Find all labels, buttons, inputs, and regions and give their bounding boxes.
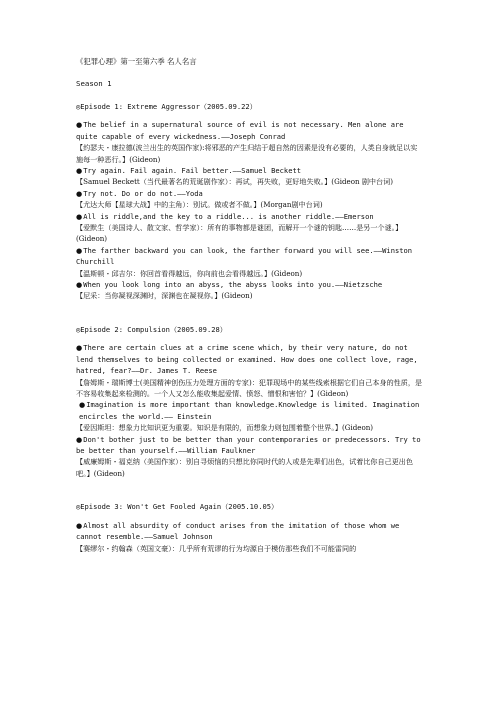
quote-text: ●Imagination is more important than knowledge.Knowledge is limited. Imagination encircles the world.—— Einstein bbox=[79, 400, 420, 421]
quote-translation: 【Samuel Beckett（当代最著名的荒诞剧作家）：再试，再失败，更好地失败。】(Gideon 剧中台词) bbox=[76, 177, 393, 187]
bullet-icon: ● bbox=[76, 520, 83, 530]
bullet-icon: ● bbox=[76, 211, 83, 221]
quote-text: ●Try not. Do or do not.——Yoda bbox=[76, 188, 203, 198]
episode-heading: ◎Episode 1: Extreme Aggressor（2005.09.22） bbox=[76, 101, 257, 111]
episode-section bbox=[76, 324, 424, 479]
quote-translation: 【温斯顿・邱吉尔：你回首看得越远，你向前也会看得越远。】(Gideon) bbox=[76, 268, 303, 278]
quote-translation: 【尼采：当你凝视深渊时，深渊也在凝视你。】(Gideon) bbox=[76, 291, 253, 301]
quote-text: ●Almost all absurdity of conduct arises from the imitation of those whom we cannot resemble.——Samuel Johnson bbox=[76, 520, 400, 542]
bullet-icon: ● bbox=[76, 343, 83, 353]
quote-translation: 【約瑟夫・康拉德(波兰出生的英国作家):将邪恶的产生归结于超自然的因素是没有必要的，人类自身就足以实施每一种恶行。】(Gideon) bbox=[76, 143, 418, 164]
bullet-icon: ● bbox=[76, 434, 83, 444]
bullet-icon: ● bbox=[76, 245, 83, 255]
quote-text: ●When you look long into an abyss, the abyss looks into you.——Nietzsche bbox=[76, 280, 383, 289]
quote-text: ●All is riddle,and the key to a riddle... is another riddle.——Emerson bbox=[76, 211, 374, 221]
quote-text: ●There are certain clues at a crime scene which, by their very nature, do not lend themselves to being collected or examined. How does one collect love, rage, hatred, fear?——Dr. James T. Reese bbox=[76, 343, 418, 376]
episode-section bbox=[76, 501, 424, 554]
quote-text: ●The belief in a supernatural source of evil is not necessary. Men alone are quite capable of every wickedness.——Joseph Conrad bbox=[76, 120, 404, 141]
season-label: Season 1 bbox=[76, 79, 112, 89]
quote-translation: 【威廉姆斯・福克纳（美国作家）：别自寻烦恼的只想比你同时代的人或是先辈们出色，试着比你自己更出色吧。】(Gideon) bbox=[76, 457, 413, 478]
quote-translation: 【尤达大师【星球大战】中的主角）：别试。做或者不做。】(Morgan剧中台词) bbox=[76, 200, 323, 210]
document-page bbox=[76, 56, 424, 554]
episode-section bbox=[76, 101, 424, 302]
document-title: 《犯罪心理》第一至第六季 名人名言 bbox=[76, 57, 197, 66]
bullet-icon: ● bbox=[76, 280, 83, 289]
quote-text: ●Try again. Fail again. Fail better.——Samuel Beckett bbox=[76, 165, 302, 175]
section-spacer bbox=[76, 479, 424, 490]
episode-heading: ◎Episode 2: Compulsion（2005.09.28） bbox=[76, 324, 227, 334]
quote-translation: 【爱因斯坦：想象力比知识更为重要。知识是有限的，而想象力则包围着整个世界。】(Gideon) bbox=[76, 423, 374, 433]
bullet-icon: ● bbox=[76, 188, 83, 198]
bullet-icon: ● bbox=[79, 400, 86, 410]
quote-translation: 【赛缪尔・约翰森（英国文豪）：几乎所有荒谬的行为均源自于模仿那些我们不可能雷同的 bbox=[76, 543, 357, 553]
episode-heading: ◎Episode 3: Won't Get Fooled Again（2005.10.05） bbox=[76, 502, 279, 512]
bullet-icon: ● bbox=[76, 165, 83, 175]
quote-translation: 【詹姆斯・瑞斯博士(美国精神创伤压力处理方面的专家)：犯罪现场中的某些线索根据它们自己本身的性质，是不容易收集起来检测的。一个人又怎么能收集起爱情、愤怒、憎恨和害怕？】(Gideon) bbox=[76, 377, 423, 398]
quote-translation: 【爱默生（美国诗人、散文家、哲学家）：所有的事物都是谜团，而解开一个谜的钥匙……是另一个谜。】(Gideon) bbox=[76, 222, 403, 244]
quote-text: ●The farther backward you can look, the farther forward you will see.——Winston Churchill bbox=[76, 245, 413, 267]
quote-text: ●Don't bother just to be better than your contemporaries or predecessors. Try to be better than yourself.——William Faulkner bbox=[76, 434, 421, 455]
section-spacer bbox=[76, 302, 424, 313]
bullet-icon: ● bbox=[76, 120, 83, 130]
